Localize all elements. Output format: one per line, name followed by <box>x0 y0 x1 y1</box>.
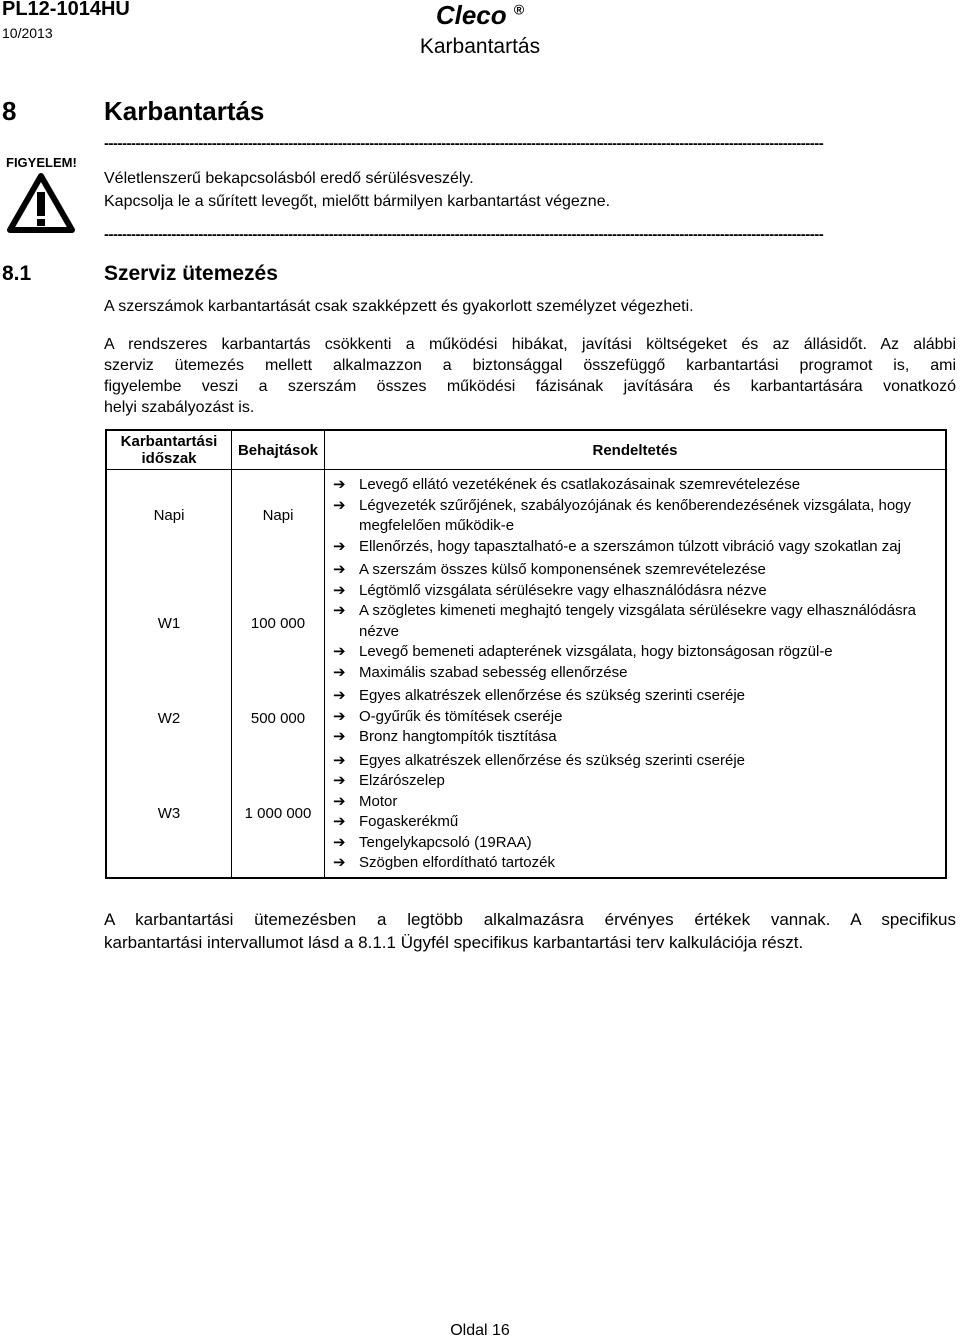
list-item: ➔ O-gyűrűk és tömítések cseréje <box>325 707 945 728</box>
paragraph-line: szerviz ütemezés mellett alkalmazzon a biztonsággal összefüggő karbantartási programot is, ami <box>104 357 956 374</box>
arrow-right-icon: ➔ <box>333 561 346 578</box>
list-item: ➔ A szerszám összes külső komponensének szemrevételezése <box>325 560 945 581</box>
registered-mark: ® <box>513 1 525 18</box>
arrow-right-icon: ➔ <box>333 496 346 514</box>
document-code: PL12-1014HU <box>2 0 130 20</box>
divider-bottom: ---------------------------------------------------------------------------------------------------------------------------------------------------------------- <box>104 226 824 243</box>
arrow-right-icon: ➔ <box>333 602 346 619</box>
list-item: ➔ Elzárószelep <box>325 771 945 792</box>
brand-logo <box>0 0 960 31</box>
list-item: ➔ Szögben elfordítható tartozék <box>325 853 945 874</box>
purpose-cell <box>325 470 947 561</box>
list-item: ➔ Egyes alkatrészek ellenőrzése és szükség szerinti cseréje <box>325 751 945 772</box>
arrow-right-icon: ➔ <box>333 537 346 555</box>
note-line-1: A karbantartási ütemezésben a legtöbb alkalmazásra érvényes értékek vannak. A specifikus <box>104 910 956 929</box>
header-period-line-1: Karbantartási <box>120 433 218 450</box>
list-item: ➔ Bronz hangtompítók tisztítása <box>325 727 945 748</box>
document-date: 10/2013 <box>2 25 53 41</box>
list-item: ➔ Levegő ellátó vezetékének és csatlakozásainak szemrevételezése <box>325 475 945 496</box>
paragraph-line: A rendszeres karbantartás csökkenti a működési hibákat, javítási költségeket és az állásidőt. Az alábbi <box>104 336 956 353</box>
arrow-right-icon: ➔ <box>333 792 346 810</box>
arrow-right-icon: ➔ <box>333 833 346 851</box>
list-item: ➔ A szögletes kimeneti meghajtó tengely vizsgálata sérülésekre vagy elhasználódásra nézve <box>333 602 916 640</box>
arrow-right-icon: ➔ <box>333 813 346 830</box>
arrow-right-icon: ➔ <box>333 728 346 745</box>
period-cell: Napi <box>106 470 232 561</box>
list-item: ➔ Fogaskerékmű <box>325 812 945 833</box>
period-cell: W1 <box>106 560 232 686</box>
drives-cell: 1 000 000 <box>232 751 325 878</box>
warning-block <box>6 155 82 239</box>
drives-cell: 100 000 <box>232 560 325 686</box>
table-row <box>106 751 946 878</box>
paragraph-maintenance-program <box>104 334 956 418</box>
table-row <box>106 560 946 686</box>
note-line-2: karbantartási intervallumot lásd a 8.1.1 Ügyfél specifikus karbantartási terv kalkulációja részt. <box>104 933 804 952</box>
subsection-title: Szerviz ütemezés <box>104 262 278 285</box>
section-number: 8 <box>2 96 17 126</box>
period-cell: W3 <box>106 751 232 878</box>
paragraph-qualified-staff: A szerszámok karbantartását csak szakképzett és gyakorlott személyzet végezheti. <box>104 298 694 315</box>
warning-triangle-icon <box>6 172 76 234</box>
arrow-right-icon: ➔ <box>333 643 346 660</box>
table-row <box>106 686 946 751</box>
header-title: Karbantartás <box>419 35 541 58</box>
paragraph-line: helyi szabályozást is. <box>104 399 255 416</box>
arrow-right-icon: ➔ <box>333 854 346 871</box>
service-schedule-table <box>105 429 947 879</box>
header-purpose: Rendeltetés <box>325 430 947 470</box>
arrow-right-icon: ➔ <box>333 663 346 681</box>
schedule-note <box>104 908 956 954</box>
list-item: ➔ Motor <box>325 792 945 813</box>
paragraph-line: figyelembe veszi a szerszám összes működési fázisának javítására és karbantartására vonatkozó <box>104 378 956 395</box>
brand-name: Cleco <box>435 0 507 30</box>
arrow-right-icon: ➔ <box>333 687 346 704</box>
arrow-right-icon: ➔ <box>333 476 346 493</box>
drives-cell: 500 000 <box>232 686 325 751</box>
page-number: Oldal 16 <box>450 1322 510 1339</box>
warning-label: FIGYELEM! <box>6 155 77 170</box>
list-item: ➔ Ellenőrzés, hogy tapasztalható-e a szerszámon túlzott vibráció vagy szokatlan zaj <box>325 537 945 558</box>
list-item: ➔ Tengelykapcsoló (19RAA) <box>325 833 945 854</box>
divider-top: ---------------------------------------------------------------------------------------------------------------------------------------------------------------- <box>104 135 824 152</box>
subsection-number: 8.1 <box>2 262 32 285</box>
purpose-cell <box>325 686 947 751</box>
list-item: ➔ Légvezeték szűrőjének, szabályozójának és kenőberendezésének vizsgálata, hogy megfelelően működik-e <box>333 496 912 534</box>
drives-cell: Napi <box>232 470 325 561</box>
arrow-right-icon: ➔ <box>333 751 346 769</box>
list-item: ➔ Légtömlő vizsgálata sérülésekre vagy elhasználódásra nézve <box>325 581 945 602</box>
warning-line-2: Kapcsolja le a sűrített levegőt, mielőtt bármilyen karbantartást végezne. <box>104 193 611 210</box>
header-period <box>106 430 232 470</box>
list-item: ➔ Levegő bemeneti adapterének vizsgálata, hogy biztonságosan rögzül-e <box>325 642 945 663</box>
warning-line-1: Véletlenszerű bekapcsolásból eredő sérülésveszély. <box>104 170 474 187</box>
table-row <box>106 470 946 561</box>
period-cell: W2 <box>106 686 232 751</box>
header-period-line-2: időszak <box>141 450 197 467</box>
section-title: Karbantartás <box>104 96 265 126</box>
arrow-right-icon: ➔ <box>333 772 346 789</box>
header-drives: Behajtások <box>232 430 325 470</box>
list-item: ➔ Egyes alkatrészek ellenőrzése és szükség szerinti cseréje <box>325 686 945 707</box>
list-item: ➔ Maximális szabad sebesség ellenőrzése <box>325 663 945 684</box>
table-header-row <box>106 430 946 470</box>
arrow-right-icon: ➔ <box>333 707 346 725</box>
purpose-cell <box>325 751 947 878</box>
arrow-right-icon: ➔ <box>333 581 346 599</box>
purpose-cell <box>325 560 947 686</box>
